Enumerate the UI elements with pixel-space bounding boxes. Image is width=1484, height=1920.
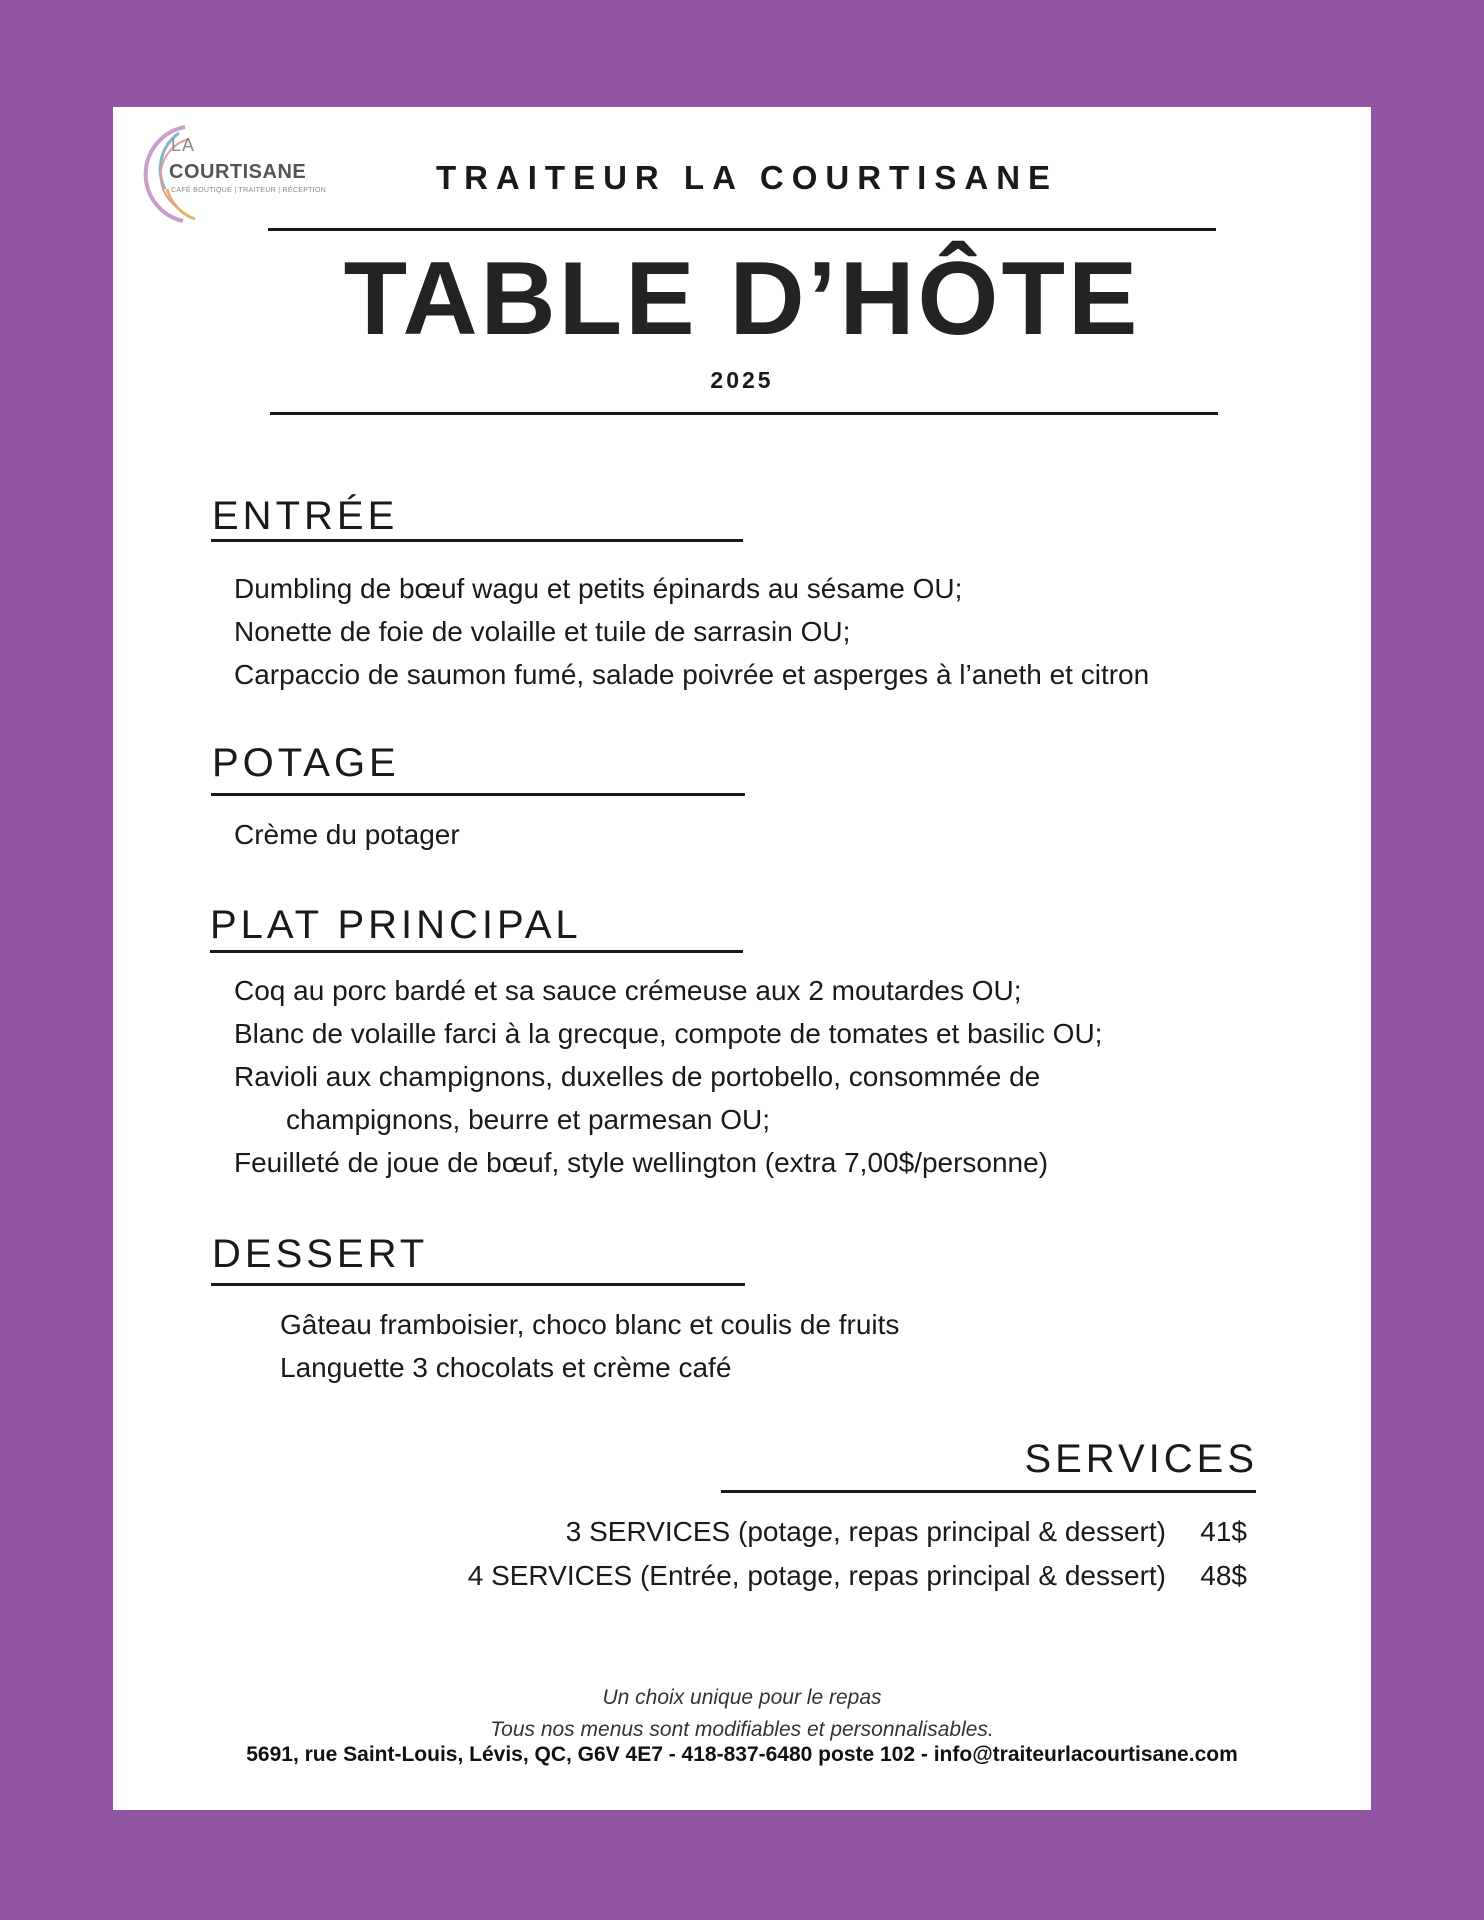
note-customizable: Tous nos menus sont modifiables et personnalisables. [490,1718,994,1741]
list-item: Carpaccio de saumon fumé, salade poivrée et asperges à l’aneth et citron [234,659,1150,690]
list-item: Ravioli aux champignons, duxelles de portobello, consommée de [234,1061,1041,1092]
section-rule-dessert [211,1283,745,1286]
plat-list [234,969,1102,1184]
service-option-4-label: 4 SERVICES (Entrée, potage, repas principal & dessert) [467,1560,1166,1591]
list-item: Feuilleté de joue de bœuf, style wellington (extra 7,00$/personne) [234,1147,1049,1178]
header-top-rule [268,228,1216,231]
logo-tagline: CAFÉ BOUTIQUE | TRAITEUR | RÉCEPTION [171,187,327,194]
section-title-entree: ENTRÉE [212,494,399,538]
header-bottom-rule [270,412,1218,415]
entree-list [234,567,1149,696]
menu-page [113,107,1371,1810]
section-title-dessert: DESSERT [212,1232,429,1276]
dessert-list [280,1303,899,1389]
section-rule-plat [210,950,743,953]
list-item: Nonette de foie de volaille et tuile de sarrasin OU; [234,616,851,647]
list-item: Crème du potager [234,819,460,850]
list-item: Coq au porc bardé et sa sauce crémeuse aux 2 moutardes OU; [234,975,1022,1006]
service-option-3-price: 41$ [1200,1516,1247,1547]
potage-list [234,813,460,856]
brand-name: TRAITEUR LA COURTISANE [435,159,1059,196]
service-option-3-label: 3 SERVICES (potage, repas principal & dessert) [565,1516,1166,1547]
section-title-potage: POTAGE [212,741,400,785]
logo-small-text: LA [171,135,196,155]
section-rule-entree [211,539,743,542]
section-rule-potage [211,793,745,796]
logo-name: COURTISANE [169,161,307,183]
note-unique-choice: Un choix unique pour le repas [602,1686,882,1709]
footer-contact: 5691, rue Saint-Louis, Lévis, QC, G6V 4E7 - 418-837-6480 poste 102 - info@traiteurlacourtisane.com [246,1743,1238,1766]
page-title: TABLE D’HÔTE [343,241,1141,357]
list-item: Languette 3 chocolats et crème café [280,1352,732,1383]
section-title-plat: PLAT PRINCIPAL [210,903,582,947]
list-item: champignons, beurre et parmesan OU; [286,1104,771,1135]
section-rule-services [721,1490,1256,1493]
section-title-services: SERVICES [1024,1437,1258,1481]
year: 2025 [710,367,774,393]
list-item: Blanc de volaille farci à la grecque, compote de tomates et basilic OU; [234,1018,1103,1049]
service-option-4-price: 48$ [1200,1560,1247,1591]
list-item: Gâteau framboisier, choco blanc et coulis de fruits [280,1309,900,1340]
list-item: Dumbling de bœuf wagu et petits épinards au sésame OU; [234,573,963,604]
